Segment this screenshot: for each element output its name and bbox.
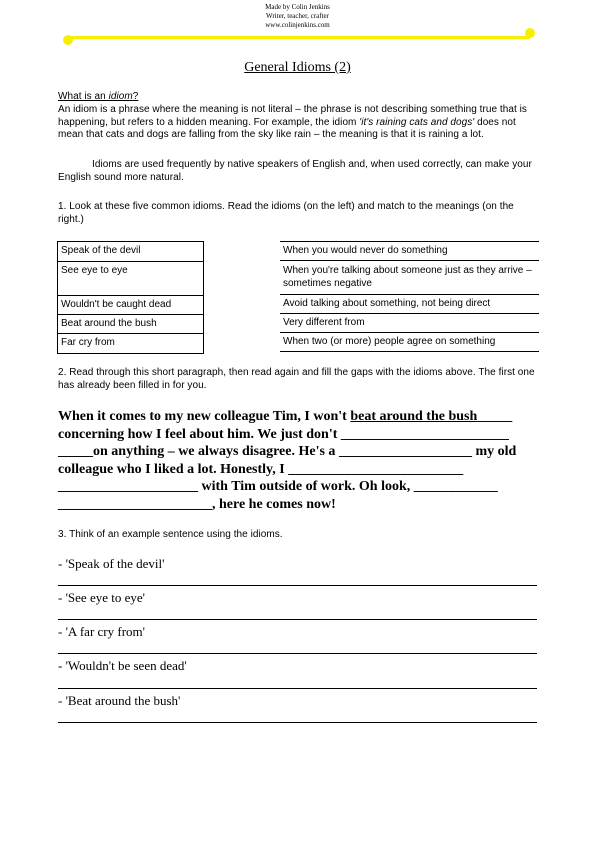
idiom-cell: Wouldn't be caught dead [58, 295, 203, 314]
meaning-cell: Very different from [280, 313, 539, 332]
meaning-cell: When you're talking about someone just as they arrive – sometimes negative [280, 260, 539, 294]
example-prompt: - 'Speak of the devil' [58, 556, 165, 571]
gap-text: , here he comes now! [212, 496, 336, 512]
example-prompt: - 'Beat around the bush' [58, 693, 181, 708]
intro-example: 'it's raining cats and dogs' [359, 116, 475, 128]
gap-blank[interactable]: ____________ [413, 479, 498, 494]
meanings-table [280, 241, 539, 352]
intro-paragraph-2: Idioms are used frequently by native speakers of English and, when used correctly, can make your English sound more natural. [58, 159, 532, 183]
intro-paragraph [58, 104, 540, 142]
gap-text: my old colleague who I liked a lot. Honestly, I [58, 444, 517, 477]
gap-text: on anything – we always disagree. He's a [93, 444, 339, 459]
answer-line[interactable] [58, 722, 537, 723]
gap-blank[interactable]: ____________________ [58, 479, 198, 494]
intro-body-part1: An idiom is a phrase where the meaning is not literal – the phrase is not describing something true that is happening, but refers to a hidden meaning. For example, the idiom [58, 104, 527, 128]
idiom-cell: Speak of the devil [61, 245, 141, 256]
gap-blank[interactable]: ______________________ [58, 496, 212, 512]
idiom-cell: Far cry from [58, 333, 203, 353]
q3-instruction: 3. Think of an example sentence using the idioms. [58, 529, 283, 540]
answer-line[interactable] [58, 619, 537, 620]
intro-heading [58, 91, 540, 104]
idioms-table [57, 241, 204, 354]
intro-body-part2: does not mean that cats and dogs are falling from the sky like rain – the meaning is that it is raining a lot. [58, 116, 516, 140]
intro-heading-term: idiom [108, 91, 133, 102]
answer-line[interactable] [58, 585, 537, 586]
q2-instruction: 2. Read through this short paragraph, then read again and fill the gaps with the idioms above. The first one has already been filled in for you. [58, 367, 535, 391]
gap-text: concerning how I feel about him. We just don't [58, 426, 341, 442]
author-website[interactable]: www.colinjenkins.com [265, 21, 330, 29]
intro-heading-prefix: What is an [58, 91, 109, 102]
header-rule-dot-left [63, 35, 73, 45]
q1-instruction: 1. Look at these five common idioms. Read the idioms (on the left) and match to the meanings (on the right.) [58, 201, 514, 225]
example-prompt: - 'Wouldn't be seen dead' [58, 658, 187, 673]
gap-blank[interactable]: _________________________ [288, 461, 464, 477]
idiom-cell: See eye to eye [58, 261, 203, 295]
meaning-cell: Avoid talking about something, not being direct [280, 294, 539, 313]
page-title: General Idioms (2) [244, 60, 351, 75]
gap-text: When it comes to my new colleague Tim, I won't [58, 409, 351, 424]
example-prompt: - 'A far cry from' [58, 624, 145, 639]
gap-text: with Tim outside of work. Oh look, [198, 479, 414, 494]
filled-answer: beat around the bush [350, 409, 478, 424]
gap-blank[interactable]: ________________________ [340, 426, 509, 442]
gap-fill-paragraph [58, 408, 540, 513]
author-credit: Made by Colin Jenkins [265, 3, 330, 11]
gap-blank[interactable]: _____ [477, 409, 513, 424]
intro-heading-suffix: ? [132, 91, 139, 102]
gap-blank[interactable]: ___________________ [338, 444, 472, 459]
answer-line[interactable] [58, 653, 537, 654]
header-rule [68, 36, 530, 39]
author-tagline: Writer, teacher, crafter [266, 12, 329, 20]
example-prompt: - 'See eye to eye' [58, 590, 145, 605]
meaning-cell: When two (or more) people agree on something [280, 332, 539, 352]
header-rule-dot-right [525, 28, 535, 38]
gap-blank[interactable]: _____ [58, 444, 93, 459]
idiom-cell: Beat around the bush [58, 314, 203, 333]
meaning-cell: When you would never do something [280, 241, 539, 260]
answer-line[interactable] [58, 688, 537, 689]
